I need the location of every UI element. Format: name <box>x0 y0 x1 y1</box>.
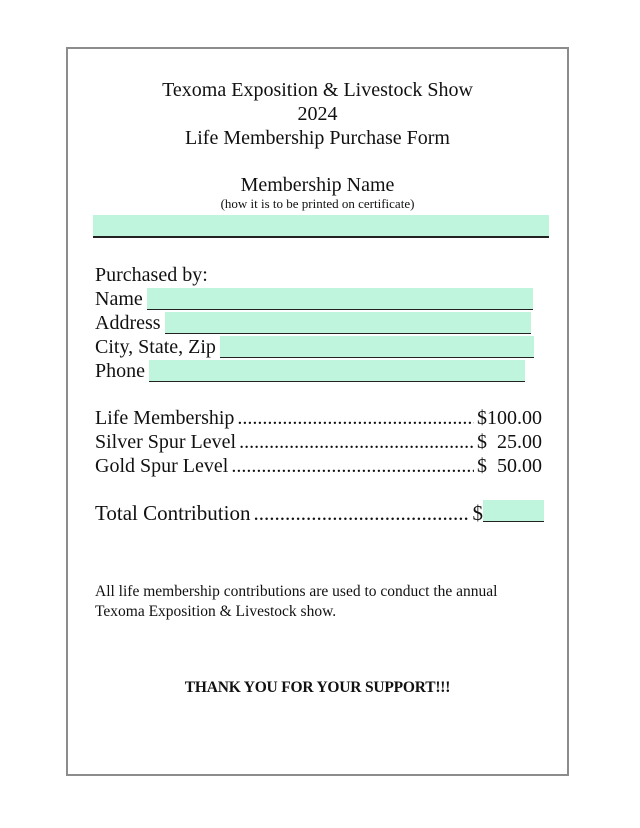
total-contribution-field[interactable] <box>483 500 544 522</box>
purchased-by-heading: Purchased by: <box>95 264 208 286</box>
purchaser-name-label: Name <box>95 288 143 310</box>
level-silver-row <box>95 430 542 454</box>
purchaser-address-label: Address <box>95 312 161 334</box>
purchaser-city-row <box>95 335 534 359</box>
level-gold-label: Gold Spur Level <box>95 455 229 477</box>
organization-title: Texoma Exposition & Livestock Show <box>162 79 473 101</box>
form-frame <box>66 47 569 776</box>
leader-dots <box>253 500 469 526</box>
purchaser-name-field[interactable] <box>147 288 533 310</box>
leader-dots <box>231 454 474 478</box>
thank-you-message: THANK YOU FOR YOUR SUPPORT!!! <box>184 679 451 696</box>
leader-dots <box>239 430 474 454</box>
purchaser-city-field[interactable] <box>220 336 534 358</box>
membership-name-heading: Membership Name <box>240 174 395 196</box>
level-life-label: Life Membership <box>95 407 235 429</box>
leader-dots <box>237 406 474 430</box>
note-line-1: All life membership contributions are used to conduct the annual <box>95 583 498 600</box>
purchaser-phone-row <box>95 359 525 383</box>
form-year: 2024 <box>297 103 338 125</box>
purchaser-phone-label: Phone <box>95 360 145 382</box>
purchaser-city-label: City, State, Zip <box>95 336 216 358</box>
membership-name-instruction: (how it is to be printed on certificate) <box>220 196 415 211</box>
level-gold-row <box>95 454 542 478</box>
level-gold-amount: $ 50.00 <box>477 455 542 477</box>
membership-name-field[interactable] <box>93 215 549 238</box>
purchaser-address-field[interactable] <box>165 312 531 334</box>
total-contribution-label: Total Contribution <box>95 501 251 525</box>
total-contribution-row <box>95 500 544 526</box>
level-life-row <box>95 406 542 430</box>
note-line-2: Texoma Exposition & Livestock show. <box>95 603 337 620</box>
level-life-amount: $100.00 <box>477 407 542 429</box>
purchaser-address-row <box>95 311 531 335</box>
form-title: Life Membership Purchase Form <box>185 127 450 149</box>
total-currency: $ <box>472 501 483 525</box>
purchaser-name-row <box>95 287 533 311</box>
level-silver-label: Silver Spur Level <box>95 431 237 453</box>
purchaser-phone-field[interactable] <box>149 360 525 382</box>
level-silver-amount: $ 25.00 <box>477 431 542 453</box>
